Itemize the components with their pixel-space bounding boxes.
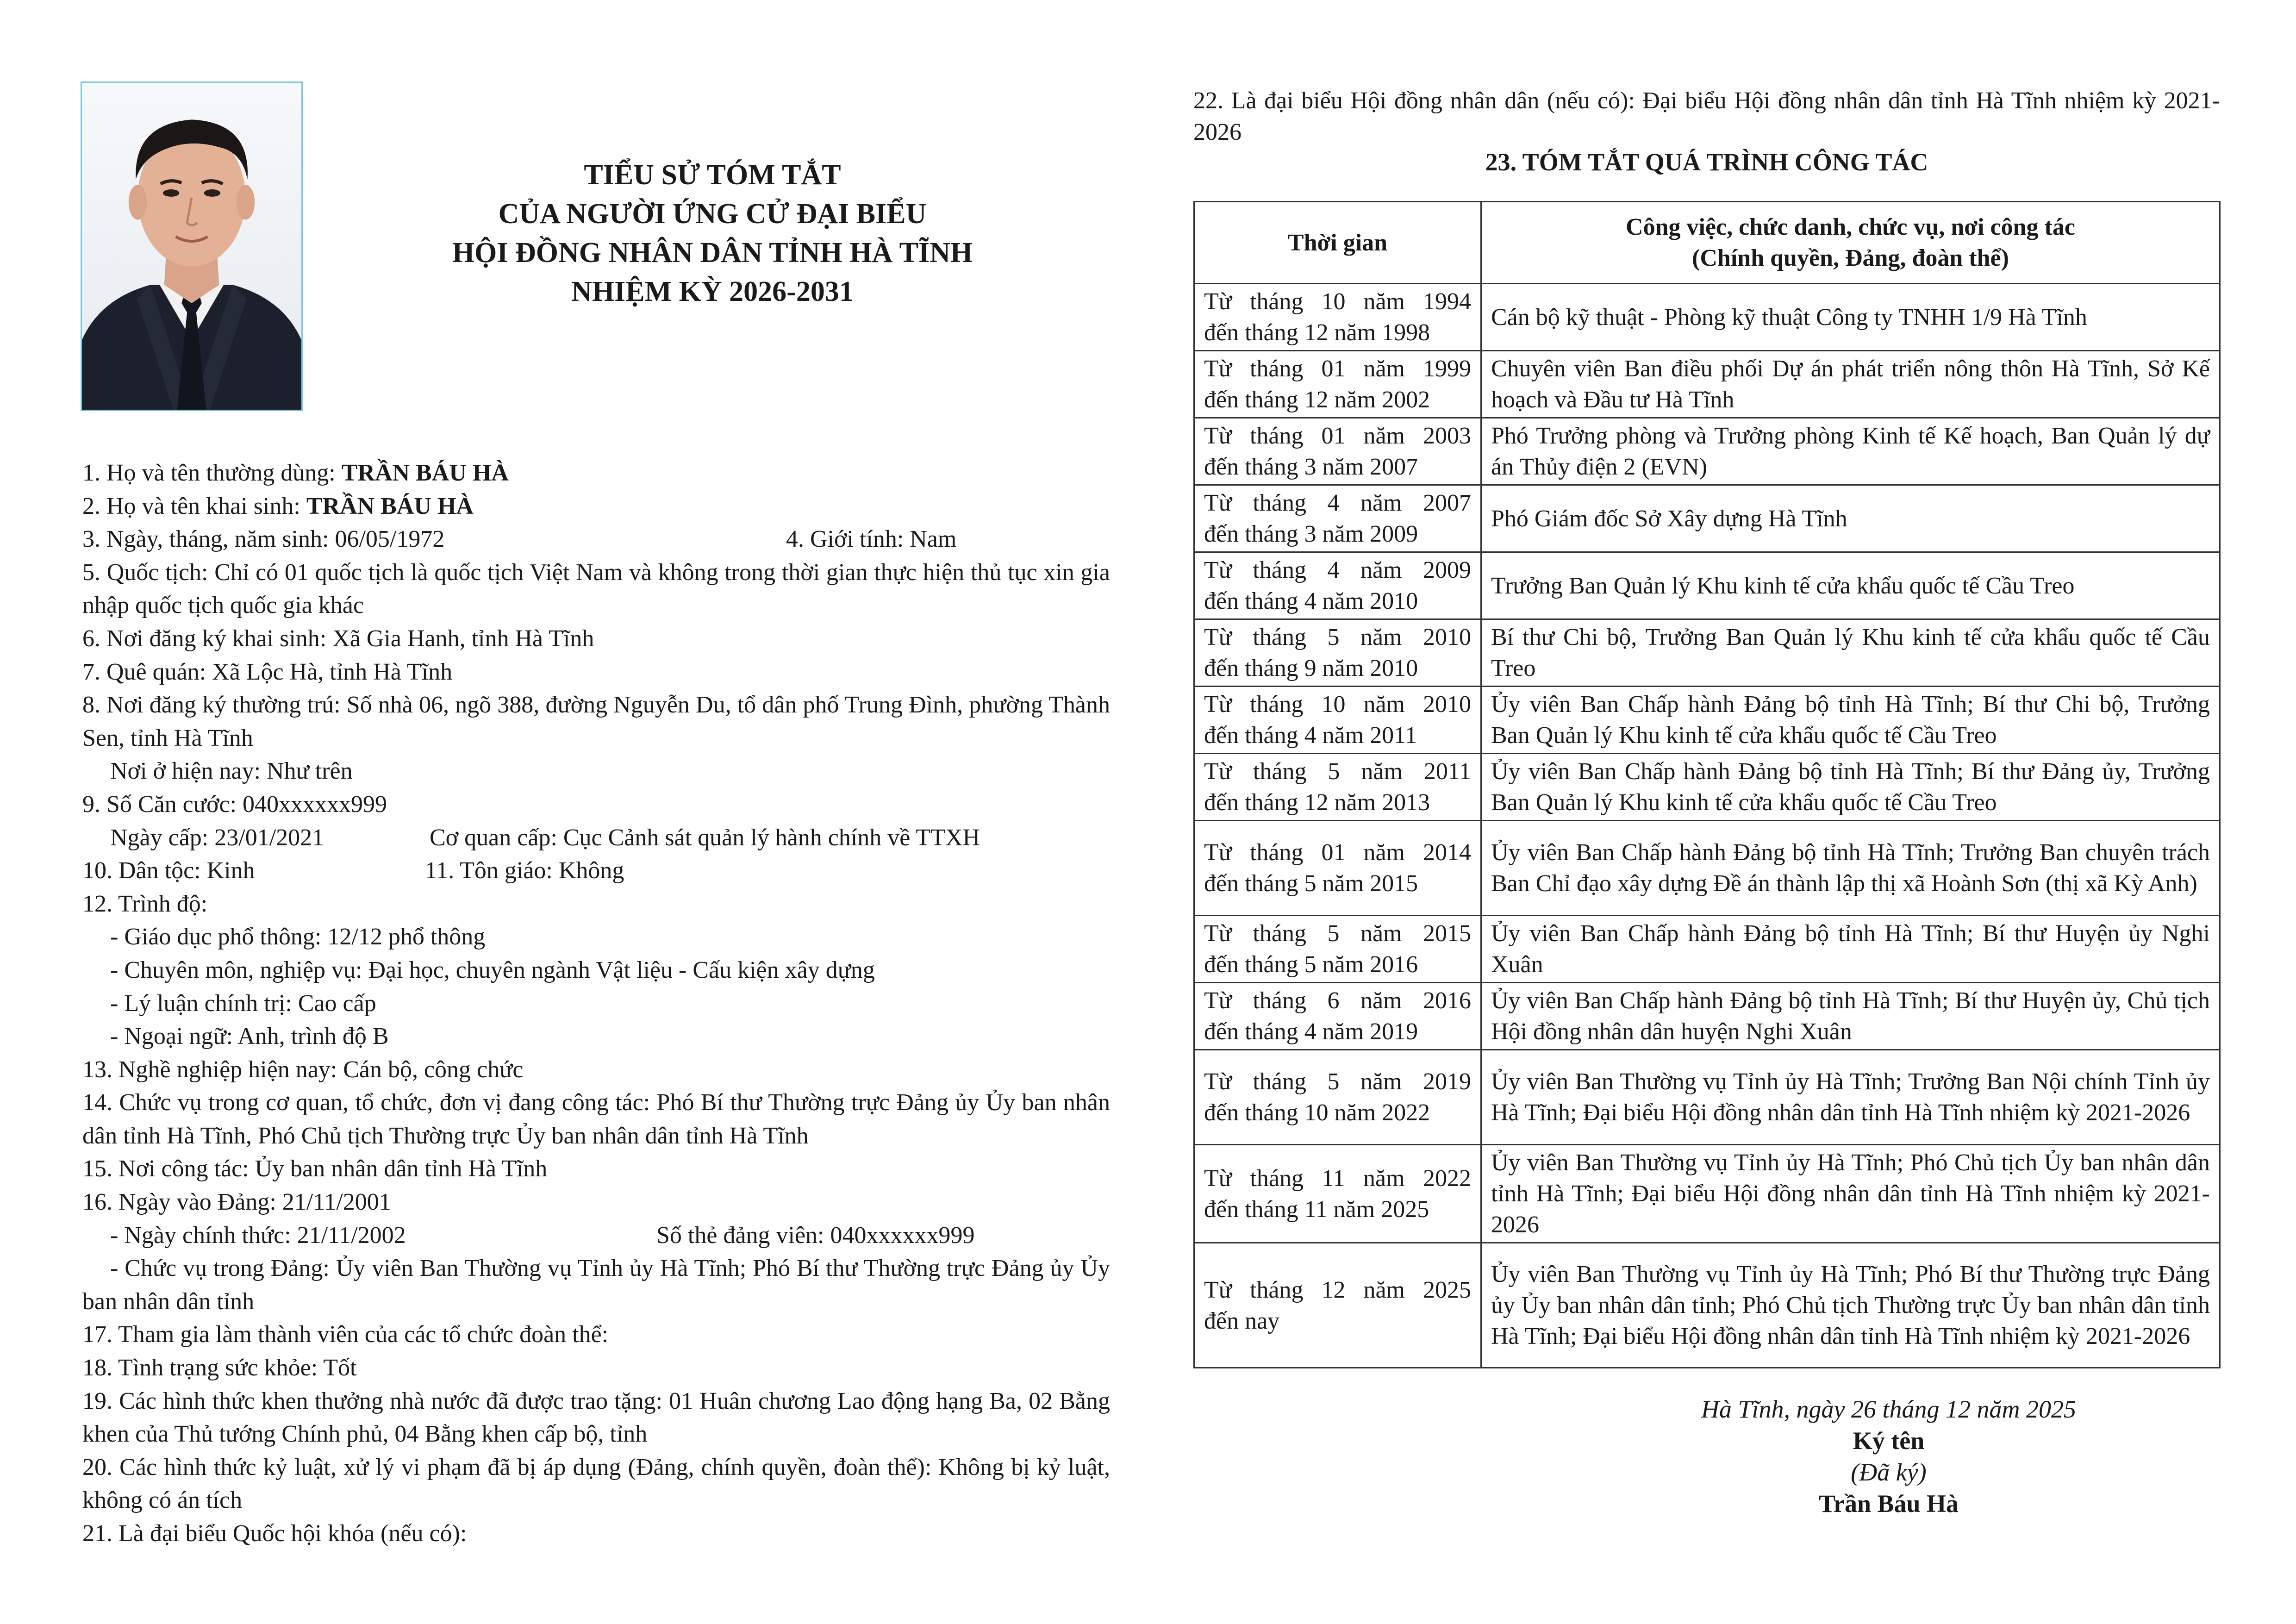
field-nationality: 5. Quốc tịch: Chỉ có 01 quốc tịch là quốc tịch Việt Nam và không trong thời gian thực hiện thủ tục xin gia nhập quốc tịch quốc gia khác	[82, 559, 1110, 619]
career-period	[1194, 1050, 1481, 1145]
career-period-to: đến tháng 12 năm 2002	[1204, 387, 1430, 413]
field-discipline: 20. Các hình thức kỷ luật, xử lý vi phạm đã bị áp dụng (Đảng, chính quyền, đoàn thể): Không bị kỷ luật, không có án tích	[82, 1454, 1110, 1514]
career-period	[1194, 485, 1481, 552]
career-job: Phó Giám đốc Sở Xây dựng Hà Tĩnh	[1481, 485, 2220, 552]
career-period-from: Từ tháng 6 năm 2016	[1204, 987, 1471, 1014]
field-education-political: - Lý luận chính trị: Cao cấp	[110, 990, 376, 1017]
party-official-date: - Ngày chính thức: 21/11/2002	[110, 1222, 406, 1249]
career-period	[1194, 1145, 1481, 1243]
career-job: Ủy viên Ban Thường vụ Tỉnh ủy Hà Tĩnh; Phó Chủ tịch Ủy ban nhân dân tỉnh Hà Tĩnh; Đại biểu Hội đồng nhân dân tỉnh Hà Tĩnh nhiệm kỳ 2021-2026	[1481, 1145, 2220, 1243]
document-title	[303, 156, 1122, 311]
career-job: Chuyên viên Ban điều phối Dự án phát triển nông thôn Hà Tĩnh, Sở Kế hoạch và Đầu tư Hà Tĩnh	[1481, 351, 2220, 418]
common-name-value: TRẦN BÁU HÀ	[341, 460, 509, 486]
field-common-name: 1. Họ và tên thường dùng: TRẦN BÁU HÀ	[82, 460, 509, 486]
field-hometown: 7. Quê quán: Xã Lộc Hà, tỉnh Hà Tĩnh	[82, 658, 453, 685]
career-period-to: đến tháng 5 năm 2016	[1204, 951, 1418, 978]
career-job: Ủy viên Ban Chấp hành Đảng bộ tỉnh Hà Tĩnh; Bí thư Huyện ủy Nghi Xuân	[1481, 916, 2220, 983]
field-council-delegate: 22. Là đại biểu Hội đồng nhân dân (nếu có): Đại biểu Hội đồng nhân dân tỉnh Hà Tĩnh nhiệm kỳ 2021-2026	[1193, 87, 2220, 145]
career-job: Cán bộ kỹ thuật - Phòng kỹ thuật Công ty TNHH 1/9 Hà Tĩnh	[1481, 284, 2220, 351]
career-period	[1194, 284, 1481, 351]
field-education-professional: - Chuyên môn, nghiệp vụ: Đại học, chuyên ngành Vật liệu - Cấu kiện xây dựng	[110, 956, 875, 983]
career-period	[1194, 418, 1481, 485]
career-row	[1194, 916, 2220, 983]
field-education-general: - Giáo dục phổ thông: 12/12 phổ thông	[110, 924, 486, 950]
career-row	[1194, 418, 2220, 485]
career-row	[1194, 552, 2220, 619]
career-row	[1194, 1050, 2220, 1145]
title-line-3: HỘI ĐỒNG NHÂN DÂN TỈNH HÀ TĨNH	[452, 237, 973, 269]
career-period	[1194, 687, 1481, 754]
sign-label: Ký tên	[1853, 1427, 1925, 1455]
field-residence: 8. Nơi đăng ký thường trú: Số nhà 06, ngõ 388, đường Nguyễn Du, tổ dân phố Trung Đình, phường Thành Sen, tỉnh Hà Tĩnh	[82, 692, 1110, 751]
field-awards: 19. Các hình thức khen thưởng nhà nước đã được trao tặng: 01 Huân chương Lao động hạng Ba, 02 Bằng khen của Thủ tướng Chính phủ, 04 Bằng khen cấp bộ, tỉnh	[82, 1387, 1110, 1448]
field-religion: 11. Tôn giáo: Không	[425, 857, 624, 884]
id-issue-date: Ngày cấp: 23/01/2021	[110, 824, 324, 851]
candidate-portrait	[81, 81, 303, 411]
field-id-number: 9. Số Căn cước: 040xxxxxx999	[82, 791, 387, 818]
party-card-number: Số thẻ đảng viên: 040xxxxxx999	[656, 1222, 975, 1249]
field-education: 12. Trình độ:	[82, 890, 208, 917]
career-row	[1194, 284, 2220, 351]
birth-name-value: TRẦN BÁU HÀ	[306, 493, 474, 519]
career-table	[1193, 201, 2221, 1368]
field-ethnicity: 10. Dân tộc: Kinh	[82, 857, 255, 884]
header-job-line-2: (Chính quyền, Đảng, đoàn thể)	[1692, 245, 2009, 271]
sign-status: (Đã ký)	[1851, 1458, 1927, 1486]
career-period-from: Từ tháng 5 năm 2015	[1204, 920, 1471, 947]
career-job: Phó Trưởng phòng và Trưởng phòng Kinh tế Kế hoạch, Ban Quản lý dự án Thủy điện 2 (EVN)	[1481, 418, 2220, 485]
career-period-to: đến tháng 12 năm 1998	[1204, 319, 1430, 346]
field-national-assembly: 21. Là đại biểu Quốc hội khóa (nếu có):	[82, 1520, 467, 1547]
signature-block	[1578, 1393, 2199, 1519]
career-period-to: đến tháng 4 năm 2011	[1204, 722, 1417, 749]
field-education-language: - Ngoại ngữ: Anh, trình độ B	[110, 1023, 389, 1050]
title-line-2: CỦA NGƯỜI ỨNG CỬ ĐẠI BIỂU	[498, 198, 927, 230]
title-line-1: TIỂU SỬ TÓM TẮT	[584, 159, 841, 191]
career-period-to: đến tháng 10 năm 2022	[1204, 1099, 1430, 1126]
career-period-to: đến tháng 3 năm 2009	[1204, 521, 1418, 547]
career-period	[1194, 552, 1481, 619]
field-position: 14. Chức vụ trong cơ quan, tổ chức, đơn vị đang công tác: Phó Bí thư Thường trực Đảng ủy Ủy ban nhân dân tỉnh Hà Tĩnh, Phó Chủ tịch Thường trực Ủy ban nhân dân tỉnh Hà Tĩnh	[82, 1089, 1110, 1149]
field-birth-name: 2. Họ và tên khai sinh: TRẦN BÁU HÀ	[82, 493, 474, 519]
career-section-heading: 23. TÓM TẮT QUÁ TRÌNH CÔNG TÁC	[1485, 148, 1928, 176]
career-period-from: Từ tháng 4 năm 2009	[1204, 557, 1471, 583]
title-line-4: NHIỆM KỲ 2026-2031	[571, 276, 854, 307]
field-party-join-date: 16. Ngày vào Đảng: 21/11/2001	[82, 1189, 391, 1216]
career-period-from: Từ tháng 12 năm 2025	[1204, 1276, 1471, 1303]
career-period-from: Từ tháng 01 năm 1999	[1204, 356, 1471, 382]
career-job: Ủy viên Ban Chấp hành Đảng bộ tỉnh Hà Tĩnh; Bí thư Đảng ủy, Trưởng Ban Quản lý Khu kinh tế cửa khẩu quốc tế Cầu Treo	[1481, 754, 2220, 821]
career-job: Ủy viên Ban Thường vụ Tỉnh ủy Hà Tĩnh; Trưởng Ban Nội chính Tỉnh ủy Hà Tĩnh; Đại biểu Hội đồng nhân dân tỉnh Hà Tĩnh nhiệm kỳ 2021-2026	[1481, 1050, 2220, 1145]
career-row	[1194, 351, 2220, 418]
career-job: Trưởng Ban Quản lý Khu kinh tế cửa khẩu quốc tế Cầu Treo	[1481, 552, 2220, 619]
field-dob: 3. Ngày, tháng, năm sinh: 06/05/1972	[82, 526, 445, 553]
career-job: Bí thư Chi bộ, Trưởng Ban Quản lý Khu kinh tế cửa khẩu quốc tế Cầu Treo	[1481, 619, 2220, 687]
field-party-official	[82, 1219, 1110, 1252]
field-dob-gender	[82, 523, 1110, 556]
career-period-from: Từ tháng 01 năm 2003	[1204, 423, 1471, 449]
career-period-from: Từ tháng 5 năm 2011	[1204, 758, 1471, 785]
career-job: Ủy viên Ban Chấp hành Đảng bộ tỉnh Hà Tĩnh; Bí thư Huyện ủy, Chủ tịch Hội đồng nhân dân huyện Nghi Xuân	[1481, 983, 2220, 1050]
career-period-to: đến nay	[1204, 1307, 1280, 1334]
career-period	[1194, 916, 1481, 983]
career-row	[1194, 1145, 2220, 1243]
career-period-to: đến tháng 4 năm 2010	[1204, 588, 1418, 614]
career-period-from: Từ tháng 10 năm 1994	[1204, 288, 1471, 315]
field-id-issue	[82, 821, 1110, 855]
career-row	[1194, 1243, 2220, 1368]
field-workplace: 15. Nơi công tác: Ủy ban nhân dân tỉnh Hà Tĩnh	[82, 1156, 548, 1182]
career-period	[1194, 619, 1481, 687]
career-period	[1194, 1243, 1481, 1368]
career-period-to: đến tháng 4 năm 2019	[1204, 1018, 1418, 1045]
personal-info	[82, 456, 1110, 1550]
career-period	[1194, 754, 1481, 821]
career-period-from: Từ tháng 4 năm 2007	[1204, 490, 1471, 516]
field-current-residence: Nơi ở hiện nay: Như trên	[110, 758, 353, 785]
career-period-to: đến tháng 3 năm 2007	[1204, 454, 1418, 480]
career-period-to: đến tháng 11 năm 2025	[1204, 1196, 1429, 1223]
id-issue-agency: Cơ quan cấp: Cục Cảnh sát quản lý hành chính về TTXH	[430, 824, 980, 851]
signer-name: Trần Báu Hà	[1818, 1490, 1959, 1518]
career-period	[1194, 821, 1481, 916]
career-job: Ủy viên Ban Chấp hành Đảng bộ tỉnh Hà Tĩnh; Bí thư Chi bộ, Trưởng Ban Quản lý Khu kinh tế cửa khẩu quốc tế Cầu Treo	[1481, 687, 2220, 754]
field-birth-registration: 6. Nơi đăng ký khai sinh: Xã Gia Hanh, tỉnh Hà Tĩnh	[82, 625, 594, 652]
field-gender: 4. Giới tính: Nam	[786, 526, 957, 553]
career-row	[1194, 687, 2220, 754]
career-table-body	[1194, 284, 2220, 1368]
field-organizations: 17. Tham gia làm thành viên của các tổ chức đoàn thể:	[82, 1321, 609, 1348]
career-period-from: Từ tháng 10 năm 2010	[1204, 691, 1471, 718]
career-job: Ủy viên Ban Chấp hành Đảng bộ tỉnh Hà Tĩnh; Trưởng Ban chuyên trách Ban Chỉ đạo xây dựng Đề án thành lập thị xã Hoành Sơn (thị xã Kỳ Anh)	[1481, 821, 2220, 916]
career-row	[1194, 821, 2220, 916]
career-row	[1194, 983, 2220, 1050]
field-health: 18. Tình trạng sức khỏe: Tốt	[82, 1355, 357, 1381]
career-period-to: đến tháng 12 năm 2013	[1204, 789, 1430, 816]
career-period-from: Từ tháng 01 năm 2014	[1204, 839, 1471, 866]
career-period	[1194, 351, 1481, 418]
career-row	[1194, 754, 2220, 821]
career-period-to: đến tháng 5 năm 2015	[1204, 870, 1418, 897]
header-job	[1481, 202, 2220, 284]
career-period	[1194, 983, 1481, 1050]
career-period-from: Từ tháng 5 năm 2010	[1204, 624, 1471, 650]
career-row	[1194, 619, 2220, 687]
career-period-from: Từ tháng 11 năm 2022	[1204, 1165, 1471, 1192]
career-row	[1194, 485, 2220, 552]
header-time: Thời gian	[1194, 202, 1481, 284]
career-job: Ủy viên Ban Thường vụ Tỉnh ủy Hà Tĩnh; Phó Bí thư Thường trực Đảng ủy Ủy ban nhân dân tỉnh; Phó Chủ tịch Thường trực Ủy ban nhân dân tỉnh Hà Tĩnh; Đại biểu Hội đồng nhân dân tỉnh Hà Tĩnh nhiệm kỳ 2021-2026	[1481, 1243, 2220, 1368]
field-occupation: 13. Nghề nghiệp hiện nay: Cán bộ, công chức	[82, 1056, 524, 1083]
header-job-line-1: Công việc, chức danh, chức vụ, nơi công tác	[1626, 214, 2075, 240]
career-period-from: Từ tháng 5 năm 2019	[1204, 1068, 1471, 1095]
sign-place-date: Hà Tĩnh, ngày 26 tháng 12 năm 2025	[1701, 1395, 2076, 1423]
portrait-image	[82, 83, 301, 410]
career-table-header	[1194, 202, 2220, 284]
career-period-to: đến tháng 9 năm 2010	[1204, 655, 1418, 681]
field-ethnicity-religion	[82, 854, 1110, 887]
field-party-position: - Chức vụ trong Đảng: Ủy viên Ban Thường vụ Tỉnh ủy Hà Tĩnh; Phó Bí thư Thường trực Đảng ủy Ủy ban nhân dân tỉnh	[82, 1255, 1110, 1315]
